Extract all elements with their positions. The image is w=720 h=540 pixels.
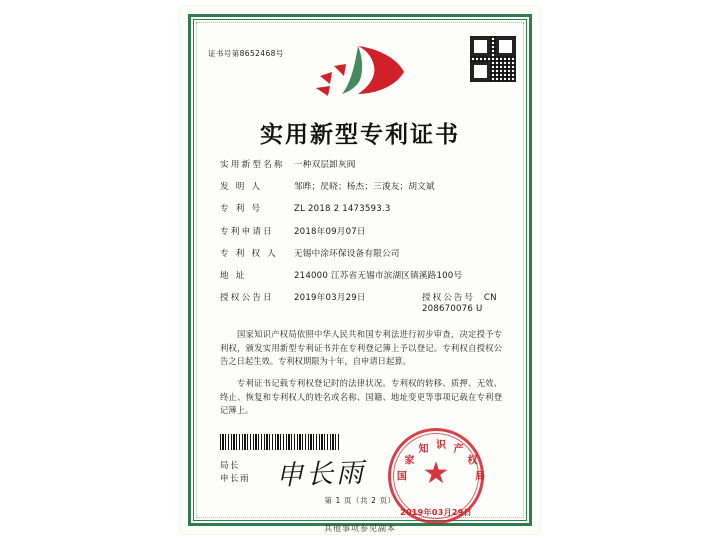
signature-block [220, 460, 250, 486]
seal-arc-text: 国 家 知 识 产 权 局 [396, 440, 486, 483]
grant-number-value: CN 208670076 U [422, 293, 497, 315]
official-seal [388, 428, 484, 524]
field-value: 邹晔；昃晓；杨杰；三浚友；胡文斌 [294, 182, 435, 193]
field-label: 地 址 [220, 271, 247, 282]
field-label: 实用新型名称 [220, 160, 285, 170]
field-label: 专 利 号 [220, 204, 263, 215]
patent-office-emblem-icon [202, 42, 518, 104]
field-label: 专 利 权 人 [220, 248, 278, 259]
field-value: 214000 江苏省无锡市滨湖区镇溪路100号 [294, 271, 463, 282]
field-row [220, 204, 504, 215]
field-row [220, 249, 504, 260]
field-value: 一种双层卸灰阀 [294, 160, 356, 170]
field-value: 无锡中涂环保设备有限公司 [294, 248, 400, 259]
page-number: 第 1 页（共 2 页） [324, 496, 396, 505]
barcode [220, 434, 340, 450]
field-label: 发 明 人 [220, 182, 263, 193]
signature-handwriting: 申长雨 [275, 457, 367, 492]
field-row [220, 227, 504, 238]
field-row [220, 271, 504, 282]
outside-footer-note: 其他事项参见副本 [324, 524, 396, 533]
grant-number-label: 授权公告号 [422, 293, 475, 304]
body-text [220, 328, 502, 426]
grant-row [220, 293, 504, 314]
certificate-number: 证书号第8652468号 [208, 49, 284, 58]
signature-title: 局长 [220, 461, 241, 471]
field-row [220, 160, 504, 171]
field-label: 专利申请日 [220, 226, 274, 237]
signature-name: 申长雨 [220, 473, 251, 484]
grant-date-value: 2019年03月29日 [294, 293, 366, 304]
body-paragraph: 专利证书记载专利权登记时的法律状况。专利权的转移、质押、无效、终止、恢复和专利权人的姓名或名称、国籍、地址变更等事项记载在专利登记簿上。 [220, 378, 502, 416]
seal-date: 2019年03月29日 [400, 508, 472, 517]
certificate-sheet [180, 6, 540, 534]
certificate-content [202, 28, 518, 517]
field-value: ZL 2018 2 1473593.3 [294, 204, 391, 215]
field-value: 2018年09月07日 [294, 226, 366, 237]
page-title: 实用新型专利证书 [260, 121, 460, 148]
grant-date-label: 授权公告日 [220, 293, 274, 304]
field-row [220, 182, 504, 193]
body-paragraph: 国家知识产权局依照中华人民共和国专利法进行初步审查，决定授予专利权，颁发实用新型专利证书并在专利登记簿上予以登记。专利权自授权公告之日起生效。专利权期限为十年，自申请日起算。 [220, 329, 502, 367]
field-list [220, 160, 504, 326]
seal-star-icon: ★ [422, 456, 450, 492]
